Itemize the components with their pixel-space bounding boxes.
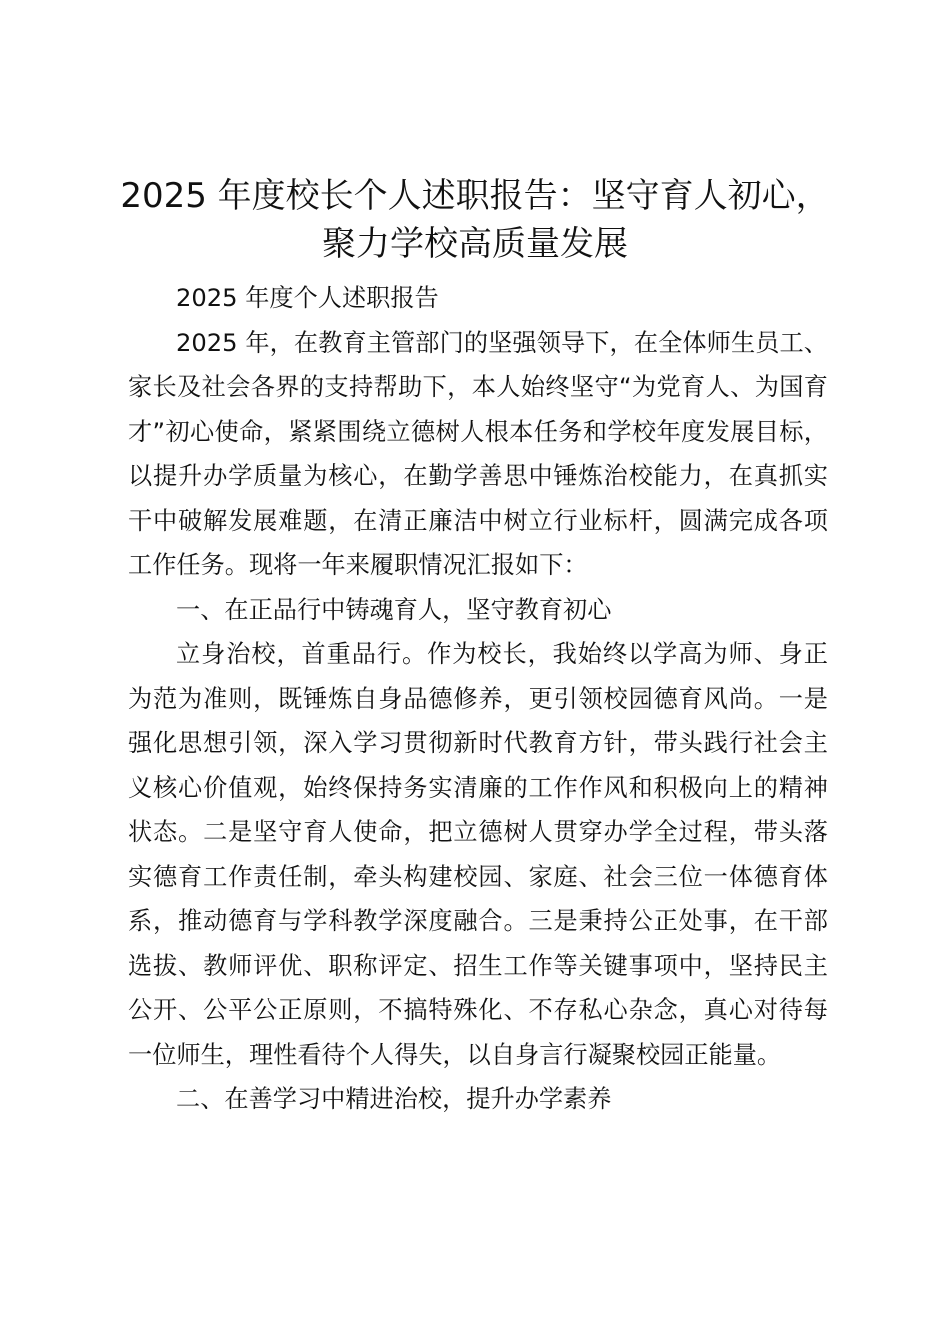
title-line-1: 2025 年度校长个人述职报告：坚守育人初心， <box>120 176 830 216</box>
document-body <box>128 276 828 1122</box>
section-heading-1: 一、在正品行中铸魂育人，坚守教育初心 <box>176 595 612 624</box>
paragraph-section-1: 立身治校，首重品行。作为校长，我始终以学高为师、身正为范为准则，既锤炼自身品德修养，更引领校园德育风尚。一是强化思想引领，深入学习贯彻新时代教育方针，带头践行社会主义核心价值观，始终保持务实清廉的工作作风和积极向上的精神状态。二是坚守育人使命，把立德树人贯穿办学全过程，带头落实德育工作责任制，牵头构建校园、家庭、社会三位一体德育体系，推动德育与学科教学深度融合。三是秉持公正处事，在干部选拔、教师评优、职称评定、招生工作等关键事项中，坚持民主公开、公平公正原则，不搞特殊化、不存私心杂念，真心对待每一位师生，理性看待个人得失，以自身言行凝聚校园正能量。 <box>128 640 828 1069</box>
title-line-2: 聚力学校高质量发展 <box>322 224 628 264</box>
subtitle: 2025 年度个人述职报告 <box>176 284 439 312</box>
paragraph-intro: 2025 年，在教育主管部门的坚强领导下，在全体师生员工、家长及社会各界的支持帮助下，本人始终坚守“为党育人、为国育才”初心使命，紧紧围绕立德树人根本任务和学校年度发展目标，以提升办学质量为核心，在勤学善思中锤炼治校能力，在真抓实干中破解发展难题，在清正廉洁中树立行业标杆，圆满完成各项工作任务。现将一年来履职情况汇报如下： <box>128 328 828 579</box>
section-heading-2: 二、在善学习中精进治校，提升办学素养 <box>176 1085 612 1113</box>
document-title <box>100 172 850 268</box>
